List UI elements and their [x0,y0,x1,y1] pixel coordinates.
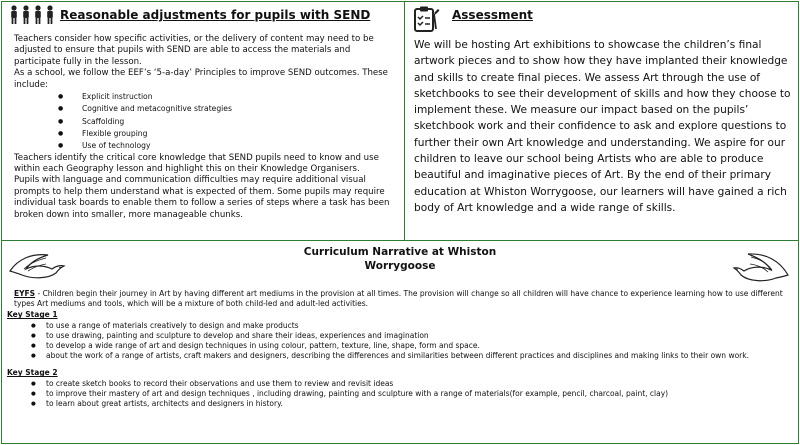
list-item: ● to learn about great artists, architects and designers in history. [31,399,792,409]
list-item: ● to use a range of materials creatively to design and make products [31,321,792,331]
ks1-label: Key Stage 1 [7,310,58,320]
list-item: ● Flexible grouping [58,128,398,140]
list-item: ● to use drawing, painting and sculpture to develop and share their ideas, experiences and imagination [31,331,792,341]
send-list [14,91,398,152]
list-item: ● Cognitive and metacognitive strategies [58,103,398,115]
curriculum-body [7,289,792,409]
people-group-icon [8,5,56,25]
ks2-list [14,379,792,410]
send-body [14,34,398,221]
curriculum-title [2,245,798,273]
list-item: ● Use of technology [58,140,398,152]
curriculum-panel [1,240,799,444]
list-item: ● to develop a wide range of art and design techniques in using colour, pattern, texture, line, shape, form and space. [31,341,792,351]
send-para3: Pupils with language and communication difficulties may require additional visual prompts to help them understand what is expected of them. Some pupils may require individual task boards to enable them to follow a series of steps where a task has been broken down into smaller, more manageable chunks. [14,175,390,220]
send-intro: Teachers consider how specific activities, or the delivery of content may need to be adjusted to ensure that pupils with SEND are able to access the materials and participate fully in the lesson. [14,34,374,67]
clipboard-icon [412,5,440,33]
curriculum-title-line1: Curriculum Narrative at Whiston [303,246,497,258]
ks1-list [14,321,792,362]
eyfs-label: EYFS [14,289,36,298]
send-title: Reasonable adjustments for pupils with SEND [60,8,371,22]
ks2-label: Key Stage 2 [7,368,58,378]
list-item: ● to create sketch books to record their observations and use them to review and revisit ideas [31,379,792,389]
eyfs-text: - Children begin their journey in Art by having different art mediums in the provision at all times. The provision will change so all children will have chance to experience learning how to use different types Art mediums and tools, which will be a mixture of both child-led and adult-led activities. [14,289,783,309]
eyfs-paragraph [14,289,792,309]
send-panel [1,1,405,241]
list-item: ● to improve their mastery of art and design techniques , including drawing, painting and sculpture with a range of materials(for example, pencil, charcoal, paint, clay) [31,389,792,399]
curriculum-title-line2: Worrygoose [364,260,436,272]
assessment-panel [404,1,799,241]
send-principles: As a school, we follow the EEF’s ‘5-a-day’ Principles to improve SEND outcomes. These include: [14,68,388,90]
list-item: ● about the work of a range of artists, craft makers and designers, describing the differences and similarities between different practices and disciplines and making links to their own work. [31,351,792,361]
assessment-body: We will be hosting Art exhibitions to showcase the children’s final artwork pieces and to show how they have implanted their knowledge and skills to create final pieces. We assess Art through the use of sketchbooks to see their development of skills and how they choose to implement these. We measure our impact based on the pupils’ sketchbook work and their confidence to ask and explore questions to further their own Art knowledge and understanding. We aspire for our children to leave our school being Artists who are able to produce beautiful and imaginative pieces of Art. By the end of their primary education at Whiston Worrygoose, our learners will have gained a rich body of Art knowledge and a wide range of skills. [414,39,791,214]
send-para2: Teachers identify the critical core knowledge that SEND pupils need to know and use within each Geography lesson and highlight this on their Knowledge Organisers. [14,152,379,174]
list-item: ● Explicit instruction [58,91,398,103]
assessment-title: Assessment [452,8,533,22]
list-item: ● Scaffolding [58,116,398,128]
